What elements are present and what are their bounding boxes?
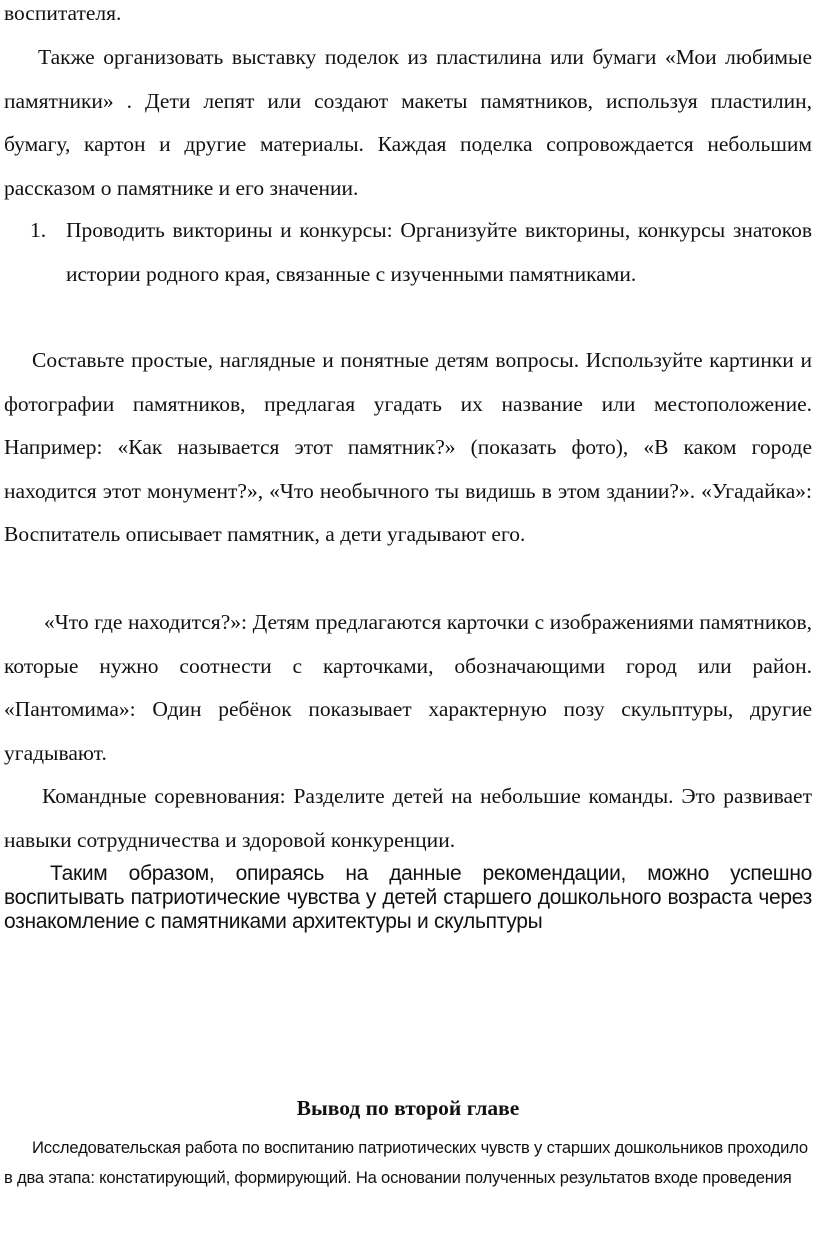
paragraph-intro-tail: воспитателя. bbox=[4, 1, 122, 25]
paragraph-team-contests: Командные соревнования: Разделите детей на небольшие команды. Это развивает навыки сотрудничества и здоровой конкуренции. bbox=[4, 784, 812, 852]
list-item-text: Проводить викторины и конкурсы: Организуйте викторины, конкурсы знатоков истории родного края, связанные с изученными памятниками. bbox=[66, 218, 812, 286]
paragraph-conclusion: Таким образом, опираясь на данные рекомендации, можно успешно воспитывать патриотические чувства у детей старшего дошкольного возраста через ознакомление с памятниками архитектуры и скульптуры bbox=[4, 862, 812, 933]
list-item-number: 1. bbox=[30, 218, 47, 242]
paragraph-exhibition: Также организовать выставку поделок из пластилина или бумаги «Мои любимые памятники» . Дети лепят или создают макеты памятников, используя пластилин, бумагу, картон и другие материалы. Каждая поделка сопровождается небольшим рассказом о памятнике и его значении. bbox=[4, 45, 812, 200]
paragraph-questions: Составьте простые, наглядные и понятные детям вопросы. Используйте картинки и фотографии памятников, предлагая угадать их название или местоположение. Например: «Как называется этот памятник?» (показать фото), «В каком городе находится этот монумент?», «Что необычного ты видишь в этом здании?». «Угадайка»: Воспитатель описывает памятник, а дети угадывают его. bbox=[4, 348, 812, 547]
paragraph-where-is: «Что где находится?»: Детям предлагаются карточки с изображениями памятников, которые нужно соотнести с карточками, обозначающими город или район. «Пантомима»: Один ребёнок показывает характерную позу скульптуры, другие угадывают. bbox=[4, 610, 812, 765]
section-body-paragraph: Исследовательская работа по воспитанию патриотических чувств у старших дошкольников проходило в два этапа: констатирующий, формирующий. На основании полученных результатов входе проведения bbox=[4, 1138, 808, 1187]
list-item bbox=[30, 209, 812, 296]
section-heading: Вывод по второй главе bbox=[296, 1096, 520, 1120]
